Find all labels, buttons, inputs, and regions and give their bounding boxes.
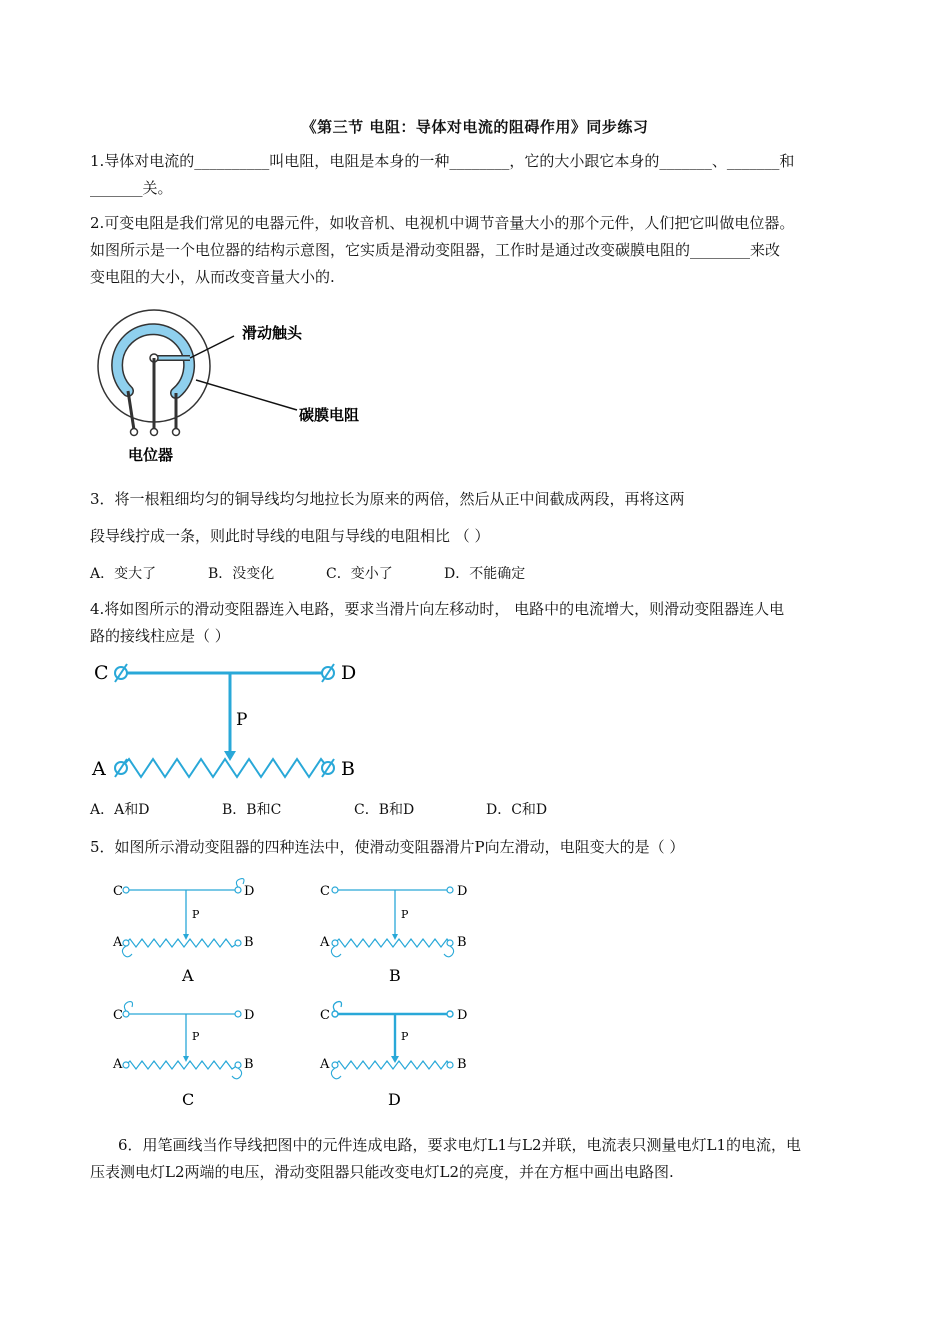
rheostat-figure-q4 — [88, 655, 378, 790]
svg-text:P: P — [401, 908, 409, 921]
label-sliding-contact: 滑动触头 — [242, 324, 303, 342]
resistance-coil — [121, 759, 328, 777]
svg-text:A: A — [113, 1057, 123, 1072]
question-2-line-1: 2.可变电阻是我们常见的电器元件，如收音机、电视机中调节音量大小的那个元件，人们把它叫做电位器。 — [90, 214, 795, 232]
question-2-line-3: 变电阻的大小，从而改变音量大小的. — [90, 268, 335, 286]
svg-text:A: A — [320, 935, 330, 950]
svg-text:B: B — [244, 935, 254, 950]
q5-figure-d — [310, 998, 480, 1110]
q5-caption-c: C — [182, 1090, 195, 1109]
label-c: C — [94, 662, 109, 684]
q5-caption-a: A — [182, 966, 194, 985]
svg-text:C: C — [113, 884, 123, 899]
label-a: A — [92, 758, 106, 780]
svg-text:A: A — [320, 1057, 330, 1072]
q5-caption-d: D — [388, 1090, 401, 1109]
question-6-line-1: 6．用笔画线当作导线把图中的元件连成电路，要求电灯L1与L2并联，电流表只测量电灯L1的电流，电 — [118, 1136, 802, 1154]
q3-option-a: A．变大了 — [90, 566, 157, 582]
svg-text:D: D — [244, 1008, 255, 1023]
question-4-line-1: 4.将如图所示的滑动变阻器连入电路，要求当滑片向左移动时， 电路中的电流增大，则滑动变阻器连人电 — [90, 600, 785, 618]
label-p: P — [236, 710, 248, 730]
q3-option-c: C．变小了 — [326, 566, 393, 582]
question-5-line-1: 5．如图所示滑动变阻器的四种连法中，使滑动变阻器滑片P向左滑动，电阻变大的是（ ） — [90, 838, 685, 856]
question-1-line-2: _______关。 — [90, 179, 173, 197]
question-4-line-2: 路的接线柱应是（ ） — [90, 627, 230, 645]
potentiometer-figure — [92, 300, 392, 470]
question-1 — [90, 148, 865, 202]
svg-text:D: D — [457, 1008, 468, 1023]
svg-text:B: B — [457, 1057, 467, 1072]
svg-text:P: P — [192, 908, 200, 921]
page-title: 《第三节 电阻：导体对电流的阻碍作用》同步练习 — [301, 118, 649, 136]
question-2 — [90, 210, 865, 291]
question-5 — [90, 834, 865, 861]
svg-text:C: C — [113, 1008, 123, 1023]
q4-option-d: D．C和D — [486, 802, 548, 818]
wire-a — [122, 946, 132, 957]
label-carbon-film: 碳膜电阻 — [299, 406, 360, 424]
leader-line-film — [196, 380, 297, 410]
svg-text:D: D — [244, 884, 255, 899]
q4-option-b: B．B和C — [222, 802, 282, 818]
question-6-cont — [90, 1159, 865, 1186]
svg-text:C: C — [320, 884, 330, 899]
question-6-line-2: 压表测电灯L2两端的电压，滑动变阻器只能改变电灯L2的亮度，并在方框中画出电路图. — [90, 1163, 674, 1181]
question-4 — [90, 596, 865, 650]
svg-text:C: C — [320, 1008, 330, 1023]
question-3-line-2: 段导线拧成一条，则此时导线的电阻与导线的电阻相比 （ ） — [90, 527, 490, 545]
svg-text:B: B — [244, 1057, 254, 1072]
svg-text:P: P — [401, 1030, 409, 1043]
label-potentiometer: 电位器 — [128, 446, 174, 464]
q5-figure-b — [310, 876, 480, 988]
wire-d — [236, 879, 244, 887]
q5-caption-b: B — [389, 966, 401, 985]
question-3-options — [90, 563, 584, 583]
q3-option-d: D．不能确定 — [444, 566, 526, 582]
label-b: B — [341, 758, 355, 780]
question-6 — [90, 1132, 865, 1159]
question-3-line-1: 3．将一根粗细均匀的铜导线均匀地拉长为原来的两倍，然后从正中间截成两段，再将这两 — [90, 490, 685, 508]
q3-option-b: B．没变化 — [208, 566, 275, 582]
question-1-line-1: 1.导体对电流的__________叫电阻，电阻是本身的一种________，它的大小跟它本身的_______、_______和 — [90, 152, 795, 170]
svg-text:B: B — [457, 935, 467, 950]
svg-text:D: D — [457, 884, 468, 899]
q5-figure-c — [108, 998, 268, 1110]
label-d: D — [341, 662, 357, 684]
q4-option-c: C．B和D — [354, 802, 415, 818]
q5-figure-a — [108, 876, 268, 988]
question-3 — [90, 486, 865, 550]
question-4-options — [90, 799, 618, 819]
q4-option-a: A．A和D — [90, 802, 150, 818]
svg-text:A: A — [113, 935, 123, 950]
svg-text:P: P — [192, 1030, 200, 1043]
question-2-line-2: 如图所示是一个电位器的结构示意图，它实质是滑动变阻器，工作时是通过改变碳膜电阻的________来改 — [90, 241, 781, 259]
